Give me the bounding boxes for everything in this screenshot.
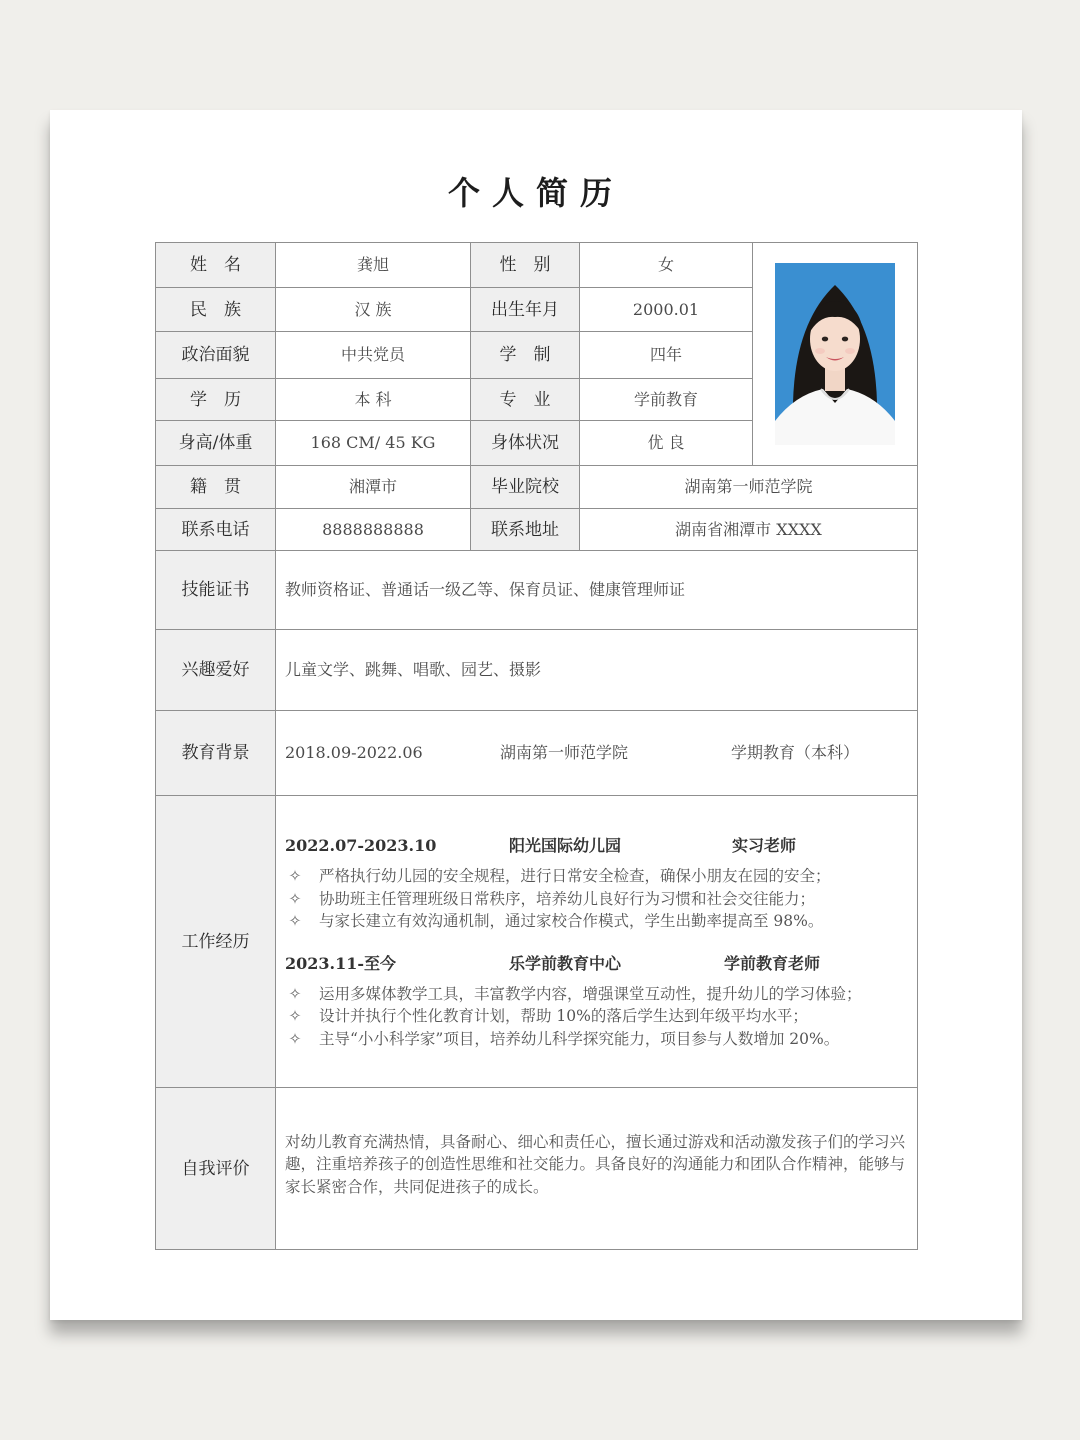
political-label: 政治面貌 — [156, 332, 276, 379]
bullet-icon: ✧ — [288, 889, 302, 908]
health-value: 优 良 — [580, 421, 753, 466]
major-value: 学前教育 — [580, 379, 753, 421]
origin-label: 籍 贯 — [156, 466, 276, 509]
bullet-icon: ✧ — [288, 912, 302, 930]
page-title: 个人简历 — [447, 174, 624, 212]
portrait-illustration — [775, 263, 895, 445]
political-value: 中共党员 — [276, 332, 471, 379]
education-label: 教育背景 — [156, 711, 276, 796]
profile-photo — [775, 263, 895, 445]
bullet-icon: ✧ — [288, 1007, 302, 1025]
job-period: 2023.11-至今 — [285, 953, 397, 973]
origin-value: 湘潭市 — [276, 466, 471, 509]
schooling-value: 四年 — [580, 332, 753, 379]
resume-table — [155, 242, 918, 1250]
job-org: 阳光国际幼儿园 — [509, 836, 622, 855]
degree-value: 本 科 — [276, 379, 471, 421]
education-period: 2018.09-2022.06 — [285, 743, 423, 762]
job-entry — [285, 835, 909, 933]
job-role: 实习老师 — [732, 836, 797, 855]
health-label: 身体状况 — [471, 421, 580, 466]
bullet-icon: ✧ — [288, 984, 302, 1003]
work-label: 工作经历 — [156, 796, 276, 1088]
job-role: 学前教育老师 — [724, 953, 821, 973]
job-duty: ✧ 运用多媒体教学工具，丰富教学内容，增强课堂互动性，提升幼儿的学习体验； — [285, 983, 909, 1006]
education-major: 学期教育（本科） — [731, 743, 860, 762]
school-label: 毕业院校 — [471, 466, 580, 509]
gender-label: 性 别 — [471, 243, 580, 288]
resume-paper — [50, 110, 1022, 1320]
job-period: 2022.07-2023.10 — [285, 836, 437, 855]
job-duty: ✧ 设计并执行个性化教育计划，帮助 10%的落后学生达到年级平均水平； — [285, 1005, 909, 1028]
job-entry — [285, 953, 909, 1051]
height-weight-value: 168 CM/ 45 KG — [276, 421, 471, 466]
gender-value: 女 — [580, 243, 753, 288]
phone-label: 联系电话 — [156, 509, 276, 551]
education-school: 湖南第一师范学院 — [500, 743, 629, 762]
job-duty: ✧ 与家长建立有效沟通机制，通过家校合作模式，学生出勤率提高至 98%。 — [285, 910, 909, 933]
ethnicity-label: 民 族 — [156, 288, 276, 332]
job-org: 乐学前教育中心 — [509, 953, 622, 973]
school-value: 湖南第一师范学院 — [580, 466, 918, 509]
birth-value: 2000.01 — [580, 288, 753, 332]
hobbies-value: 儿童文学、跳舞、唱歌、园艺、摄影 — [276, 630, 918, 711]
bullet-icon: ✧ — [288, 867, 302, 885]
address-label: 联系地址 — [471, 509, 580, 551]
bullet-icon: ✧ — [288, 1029, 302, 1048]
education-row — [276, 711, 918, 796]
evaluation-label: 自我评价 — [156, 1088, 276, 1250]
height-weight-label: 身高/体重 — [156, 421, 276, 466]
work-content — [276, 796, 918, 1088]
job-duty: ✧ 协助班主任管理班级日常秩序，培养幼儿良好行为习惯和社会交往能力； — [285, 888, 909, 911]
phone-value: 8888888888 — [276, 509, 471, 551]
major-label: 专 业 — [471, 379, 580, 421]
skills-value: 教师资格证、普通话一级乙等、保育员证、健康管理师证 — [276, 551, 918, 630]
skills-label: 技能证书 — [156, 551, 276, 630]
photo-cell — [753, 243, 918, 466]
name-value: 龚旭 — [276, 243, 471, 288]
birth-label: 出生年月 — [471, 288, 580, 332]
ethnicity-value: 汉 族 — [276, 288, 471, 332]
evaluation-text: 对幼儿教育充满热情，具备耐心、细心和责任心，擅长通过游戏和活动激发孩子们的学习兴趣，注重培养孩子的创造性思维和社交能力。具备良好的沟通能力和团队合作精神，能够与家长紧密合作，共同促进孩子的成长。 — [285, 1132, 906, 1196]
job-duty: ✧ 严格执行幼儿园的安全规程，进行日常安全检查，确保小朋友在园的安全； — [285, 865, 909, 888]
job-duty: ✧ 主导“小小科学家”项目，培养幼儿科学探究能力，项目参与人数增加 20%。 — [285, 1028, 909, 1051]
degree-label: 学 历 — [156, 379, 276, 421]
schooling-label: 学 制 — [471, 332, 580, 379]
address-value: 湖南省湘潭市 XXXX — [580, 509, 918, 551]
evaluation-value — [276, 1088, 918, 1250]
name-label: 姓 名 — [156, 243, 276, 288]
hobbies-label: 兴趣爱好 — [156, 630, 276, 711]
